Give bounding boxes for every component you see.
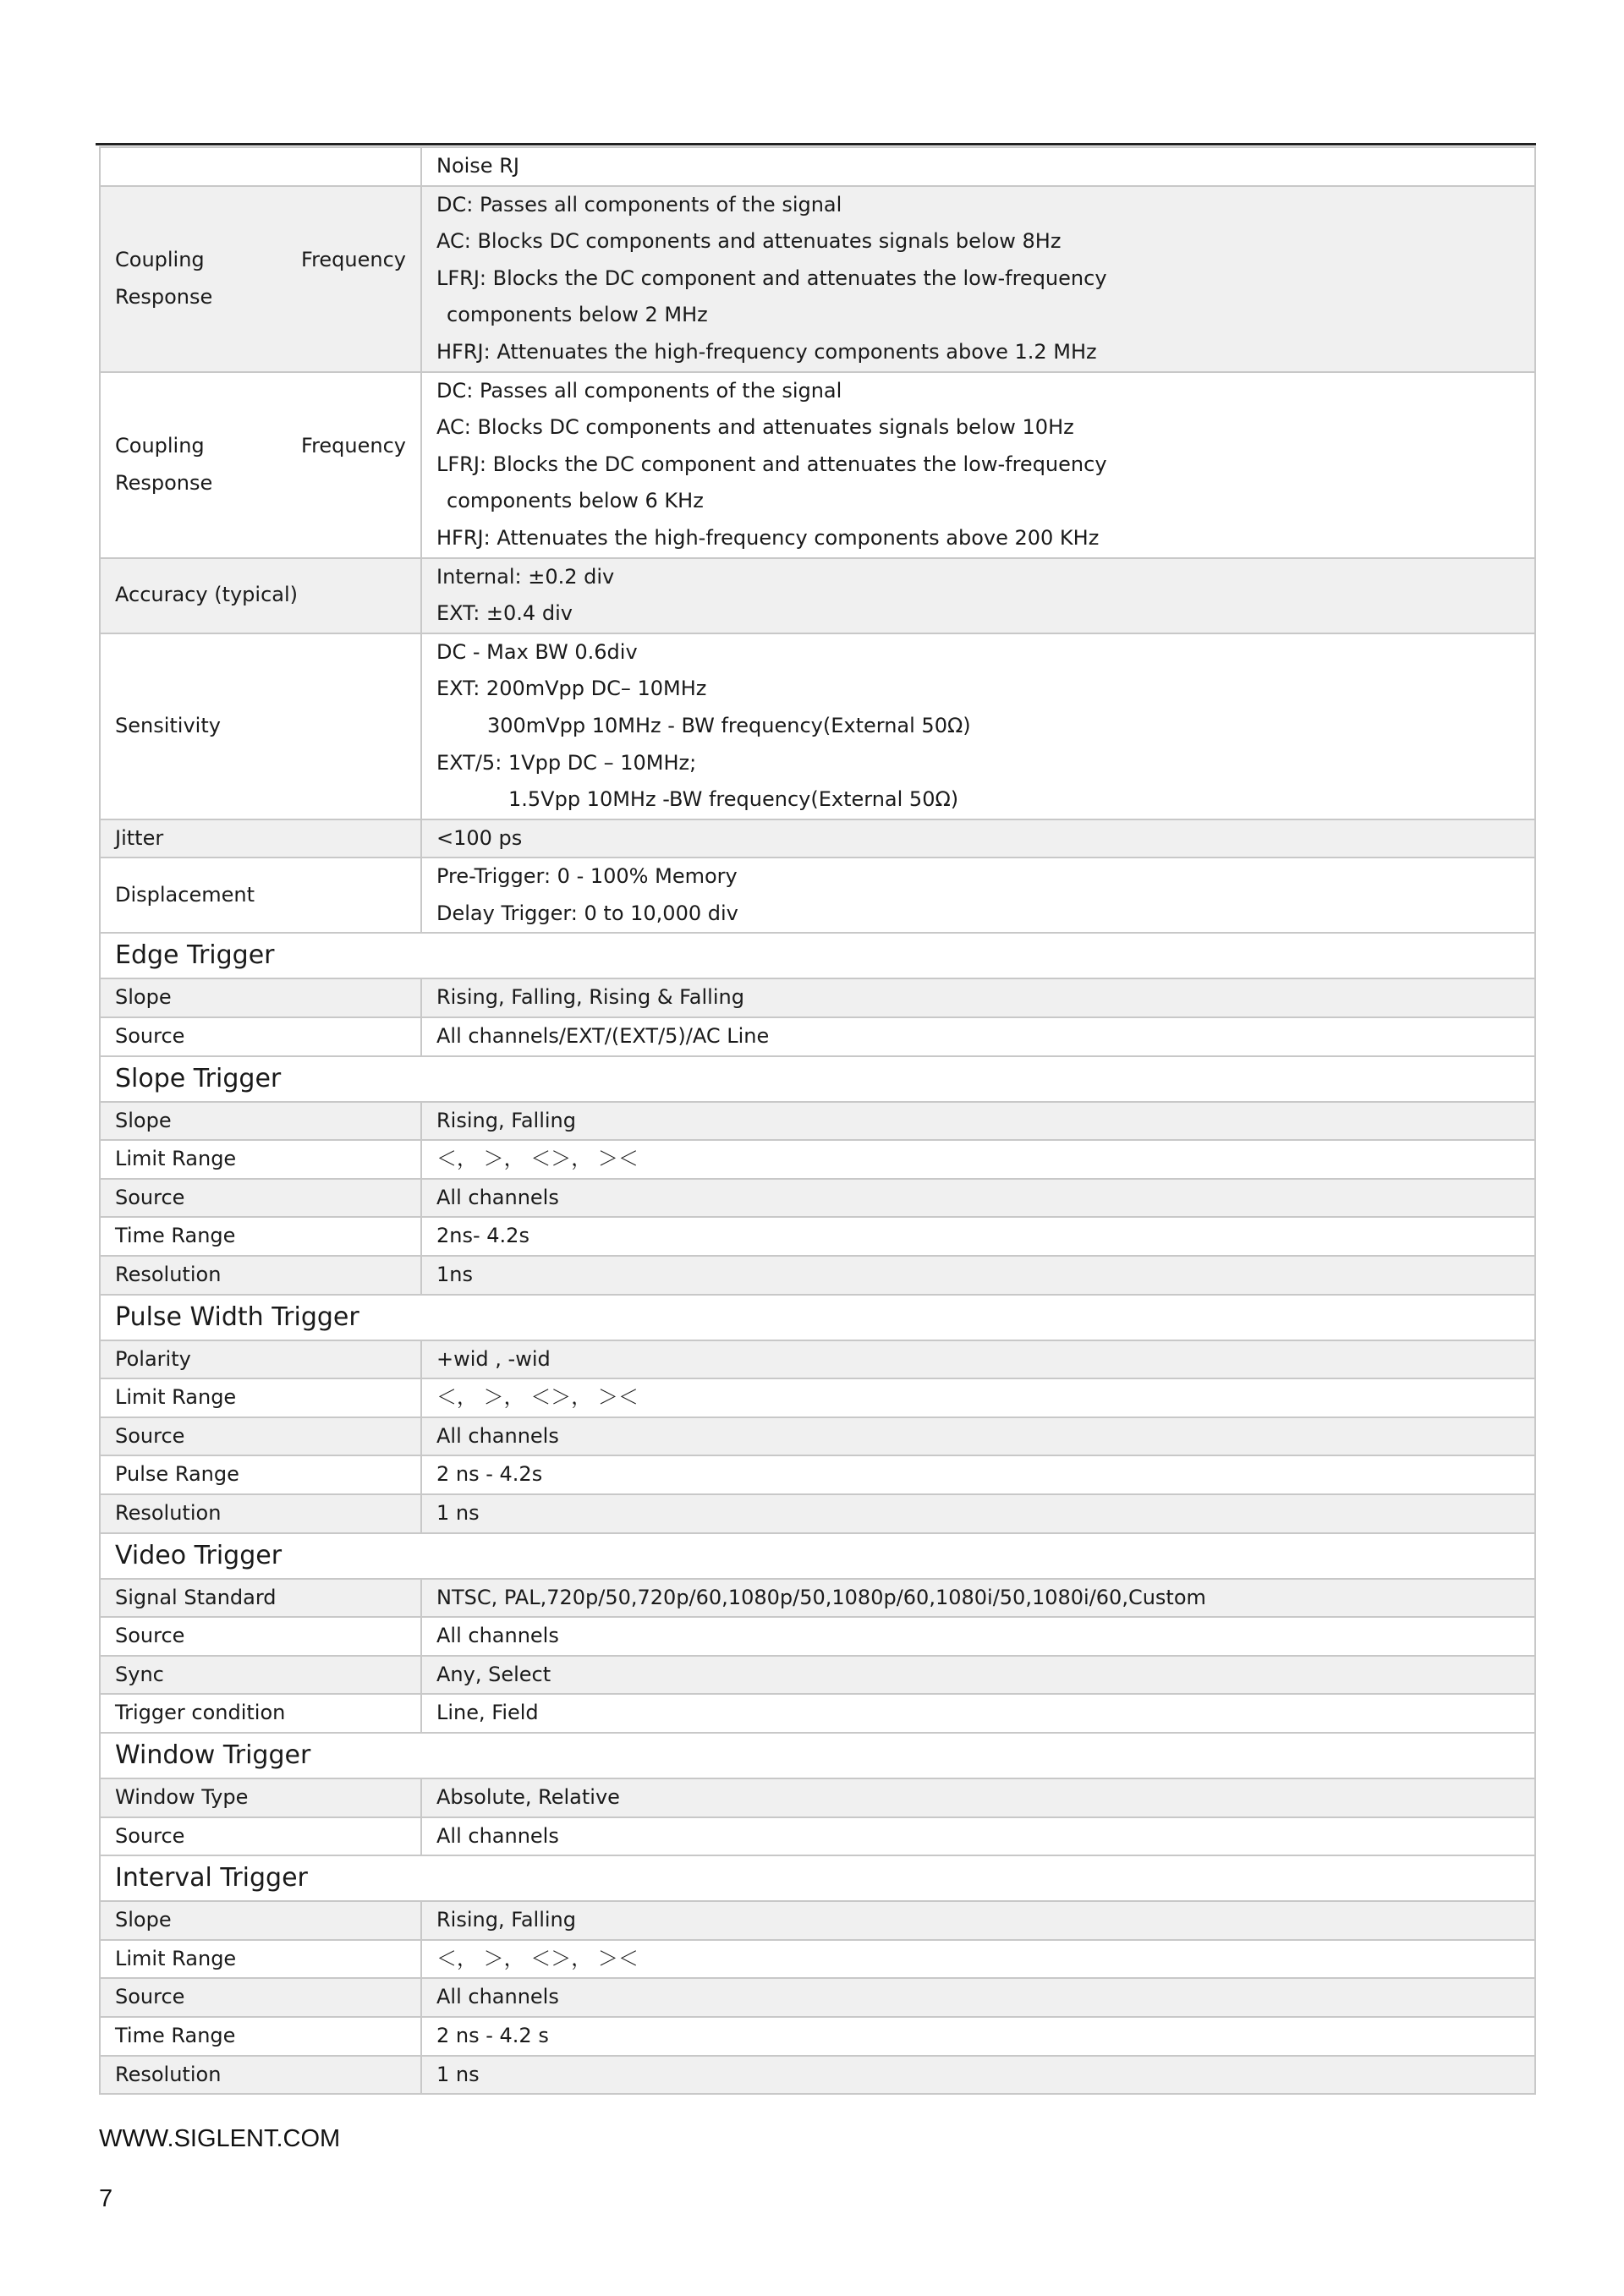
- row-label: Source: [100, 1179, 421, 1218]
- row-label: Time Range: [100, 1217, 421, 1256]
- row-value: 2ns- 4.2s: [421, 1217, 1535, 1256]
- row-label: Sensitivity: [100, 633, 421, 819]
- row-label: Pulse Range: [100, 1455, 421, 1494]
- row-value: NTSC, PAL,720p/50,720p/60,1080p/50,1080p/60,1080i/50,1080i/60,Custom: [421, 1579, 1535, 1618]
- row-label: Accuracy (typical): [100, 558, 421, 633]
- row-label: Source: [100, 1617, 421, 1656]
- table-row: [100, 186, 1535, 372]
- row-value: Rising, Falling: [421, 1901, 1535, 1940]
- section-heading: [100, 933, 1535, 978]
- top-rule: [96, 143, 1536, 145]
- row-label: Limit Range: [100, 1140, 421, 1179]
- row-value: All channels: [421, 1978, 1535, 2017]
- row-label: Coupling Frequency Response: [100, 186, 421, 372]
- table-row: [100, 1579, 1535, 1618]
- row-value: DC - Max BW 0.6div EXT: 200mVpp DC– 10MHz 300mVpp 10MHz - BW frequency(External 50Ω) EXT/5: 1Vpp DC – 10MHz; 1.5Vpp 10MHz -BW frequency(External 50Ω): [421, 633, 1535, 819]
- row-label: Slope: [100, 1102, 421, 1141]
- row-value: Any, Select: [421, 1656, 1535, 1695]
- section-title: Interval Trigger: [100, 1855, 1535, 1901]
- row-value: 2 ns - 4.2s: [421, 1455, 1535, 1494]
- row-value: Line, Field: [421, 1694, 1535, 1733]
- row-label: Resolution: [100, 1256, 421, 1295]
- row-value: Rising, Falling, Rising & Falling: [421, 978, 1535, 1017]
- row-label: Source: [100, 1978, 421, 2017]
- section-heading: [100, 1733, 1535, 1778]
- row-label: Trigger condition: [100, 1694, 421, 1733]
- row-label: Time Range: [100, 2017, 421, 2056]
- row-label: Displacement: [100, 858, 421, 933]
- row-label: Slope: [100, 1901, 421, 1940]
- row-label: Slope: [100, 978, 421, 1017]
- table-row: [100, 1656, 1535, 1695]
- table-row: [100, 1017, 1535, 1056]
- table-row: [100, 147, 1535, 186]
- table-row: [100, 1378, 1535, 1417]
- table-row: [100, 1340, 1535, 1379]
- table-row: [100, 1140, 1535, 1179]
- table-row: [100, 372, 1535, 558]
- section-title: Slope Trigger: [100, 1056, 1535, 1102]
- table-row: [100, 558, 1535, 633]
- section-heading: [100, 1295, 1535, 1340]
- row-value: All channels/EXT/(EXT/5)/AC Line: [421, 1017, 1535, 1056]
- row-value: Absolute, Relative: [421, 1778, 1535, 1817]
- row-value: Pre-Trigger: 0 - 100% Memory Delay Trigger: 0 to 10,000 div: [421, 858, 1535, 933]
- row-value: ＜， ＞， ＜＞， ＞＜: [421, 1140, 1535, 1179]
- table-row: [100, 1617, 1535, 1656]
- row-value: All channels: [421, 1817, 1535, 1856]
- table-row: [100, 1179, 1535, 1218]
- table-row: [100, 1102, 1535, 1141]
- row-value: All channels: [421, 1617, 1535, 1656]
- row-label: Signal Standard: [100, 1579, 421, 1618]
- row-label: Limit Range: [100, 1940, 421, 1979]
- row-label: Source: [100, 1017, 421, 1056]
- section-heading: [100, 1533, 1535, 1579]
- spec-table: [99, 146, 1536, 2095]
- row-value: All channels: [421, 1417, 1535, 1456]
- table-row: [100, 1455, 1535, 1494]
- section-title: Video Trigger: [100, 1533, 1535, 1579]
- row-label: Sync: [100, 1656, 421, 1695]
- table-row: [100, 2056, 1535, 2095]
- section-heading: [100, 1855, 1535, 1901]
- section-title: Pulse Width Trigger: [100, 1295, 1535, 1340]
- row-label: Polarity: [100, 1340, 421, 1379]
- table-row: [100, 1256, 1535, 1295]
- table-row: [100, 1217, 1535, 1256]
- row-value: Internal: ±0.2 div EXT: ±0.4 div: [421, 558, 1535, 633]
- row-value: Noise RJ: [421, 147, 1535, 186]
- row-value: 1 ns: [421, 1494, 1535, 1533]
- table-row: [100, 1417, 1535, 1456]
- table-row: [100, 1817, 1535, 1856]
- row-value: Rising, Falling: [421, 1102, 1535, 1141]
- row-label: Source: [100, 1417, 421, 1456]
- row-label: Resolution: [100, 2056, 421, 2095]
- row-value: All channels: [421, 1179, 1535, 1218]
- table-row: [100, 1694, 1535, 1733]
- table-row: [100, 1978, 1535, 2017]
- section-heading: [100, 1056, 1535, 1102]
- table-row: [100, 1778, 1535, 1817]
- table-row: [100, 858, 1535, 933]
- row-value: ＜， ＞， ＜＞， ＞＜: [421, 1378, 1535, 1417]
- table-row: [100, 633, 1535, 819]
- table-row: [100, 1940, 1535, 1979]
- row-value: +wid , -wid: [421, 1340, 1535, 1379]
- footer-website[interactable]: WWW.SIGLENT.COM: [99, 2125, 341, 2152]
- row-value: DC: Passes all components of the signal AC: Blocks DC components and attenuates signals below 8Hz LFRJ: Blocks the DC component and attenuates the low-frequency components below 2 MHz HFRJ: Attenuates the high-frequency components above 1.2 MHz: [421, 186, 1535, 372]
- row-value: 1ns: [421, 1256, 1535, 1295]
- section-title: Window Trigger: [100, 1733, 1535, 1778]
- row-label: [100, 147, 421, 186]
- row-value: 2 ns - 4.2 s: [421, 2017, 1535, 2056]
- page-number: 7: [99, 2185, 113, 2212]
- row-value: DC: Passes all components of the signal AC: Blocks DC components and attenuates signals below 10Hz LFRJ: Blocks the DC component and attenuates the low-frequency components below 6 KHz HFRJ: Attenuates the high-frequency components above 200 KHz: [421, 372, 1535, 558]
- row-value: 1 ns: [421, 2056, 1535, 2095]
- table-row: [100, 1494, 1535, 1533]
- row-label: Resolution: [100, 1494, 421, 1533]
- row-label: Limit Range: [100, 1378, 421, 1417]
- table-row: [100, 1901, 1535, 1940]
- row-label: Jitter: [100, 819, 421, 858]
- row-value: ＜， ＞， ＜＞， ＞＜: [421, 1940, 1535, 1979]
- table-row: [100, 978, 1535, 1017]
- table-row: [100, 2017, 1535, 2056]
- row-label: Source: [100, 1817, 421, 1856]
- row-label: Coupling Frequency Response: [100, 372, 421, 558]
- row-label: Window Type: [100, 1778, 421, 1817]
- section-title: Edge Trigger: [100, 933, 1535, 978]
- row-value: <100 ps: [421, 819, 1535, 858]
- table-row: [100, 819, 1535, 858]
